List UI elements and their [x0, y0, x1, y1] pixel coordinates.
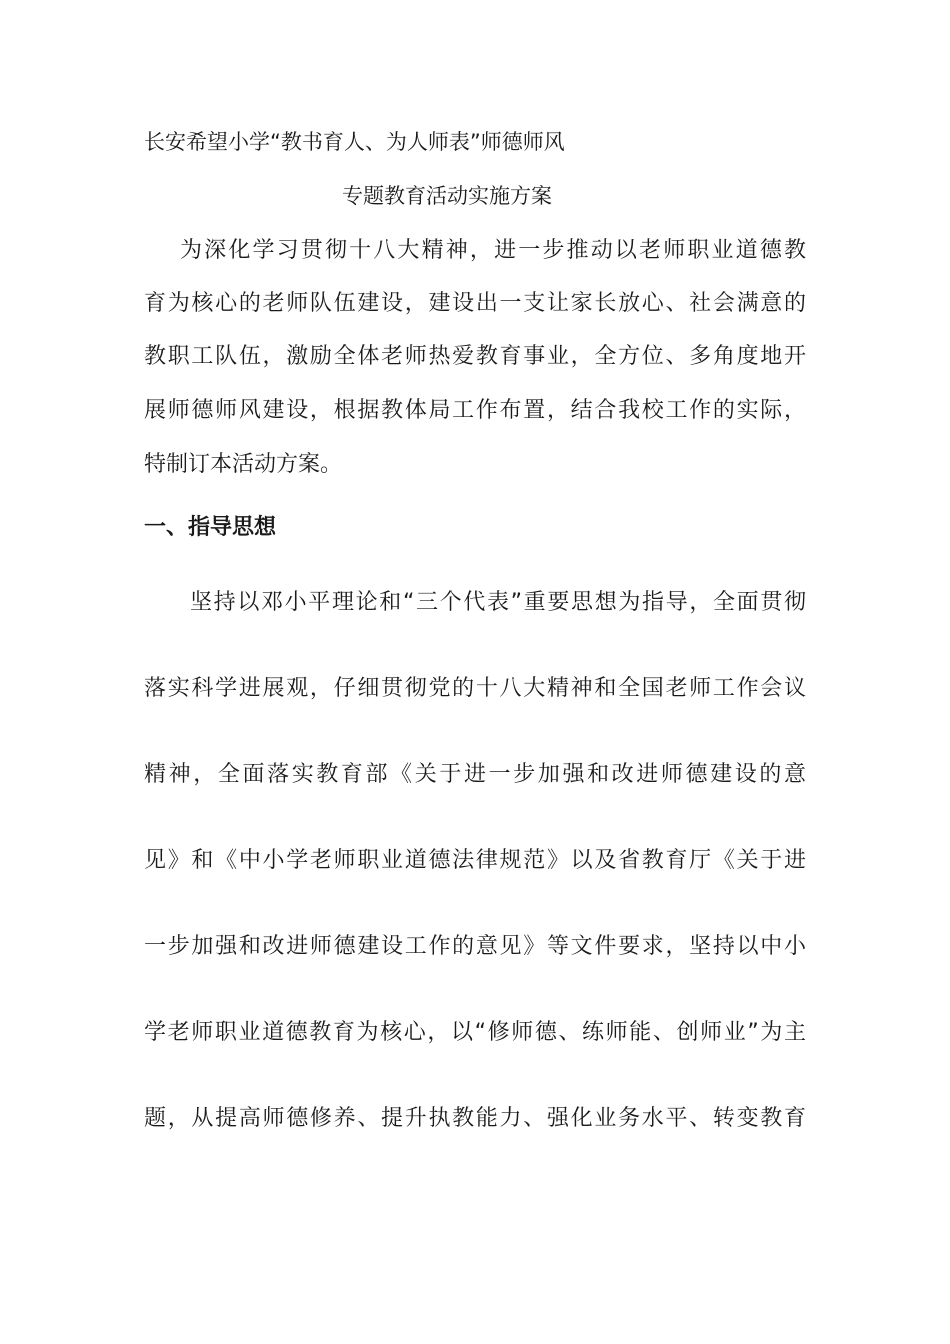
section-paragraph-line: 落实科学进展观，仔细贯彻党的十八大精神和全国老师工作会议: [144, 676, 806, 701]
section-paragraph-line: 学老师职业道德教育为核心，以“修师德、练师能、创师业”为主: [144, 1020, 806, 1045]
section-paragraph-line: 题，从提高师德修养、提升执教能力、强化业务水平、转变教育: [144, 1106, 806, 1131]
section-paragraph-line: 精神，全面落实教育部《关于进一步加强和改进师德建设的意: [144, 762, 806, 787]
intro-paragraph-line: 育为核心的老师队伍建设，建设出一支让家长放心、社会满意的: [144, 291, 806, 316]
section-heading-guiding-ideology: 一、指导思想: [144, 515, 277, 540]
section-paragraph-line: 坚持以邓小平理论和“三个代表”重要思想为指导，全面贯彻: [190, 590, 806, 615]
document-title-line-1: 长安希望小学“教书育人、为人师表”师德师风: [144, 130, 565, 154]
intro-paragraph-line: 教职工队伍，激励全体老师热爱教育事业，全方位、多角度地开: [144, 344, 806, 369]
intro-paragraph-line: 特制订本活动方案。: [144, 452, 343, 477]
intro-paragraph-line: 为深化学习贯彻十八大精神，进一步推动以老师职业道德教: [180, 238, 806, 263]
intro-paragraph-line: 展师德师风建设，根据教体局工作布置，结合我校工作的实际，: [144, 398, 806, 423]
document-title-line-2: 专题教育活动实施方案: [342, 184, 552, 208]
section-paragraph-line: 见》和《中小学老师职业道德法律规范》以及省教育厅《关于进: [144, 848, 806, 873]
section-paragraph-line: 一步加强和改进师德建设工作的意见》等文件要求，坚持以中小: [144, 934, 806, 959]
